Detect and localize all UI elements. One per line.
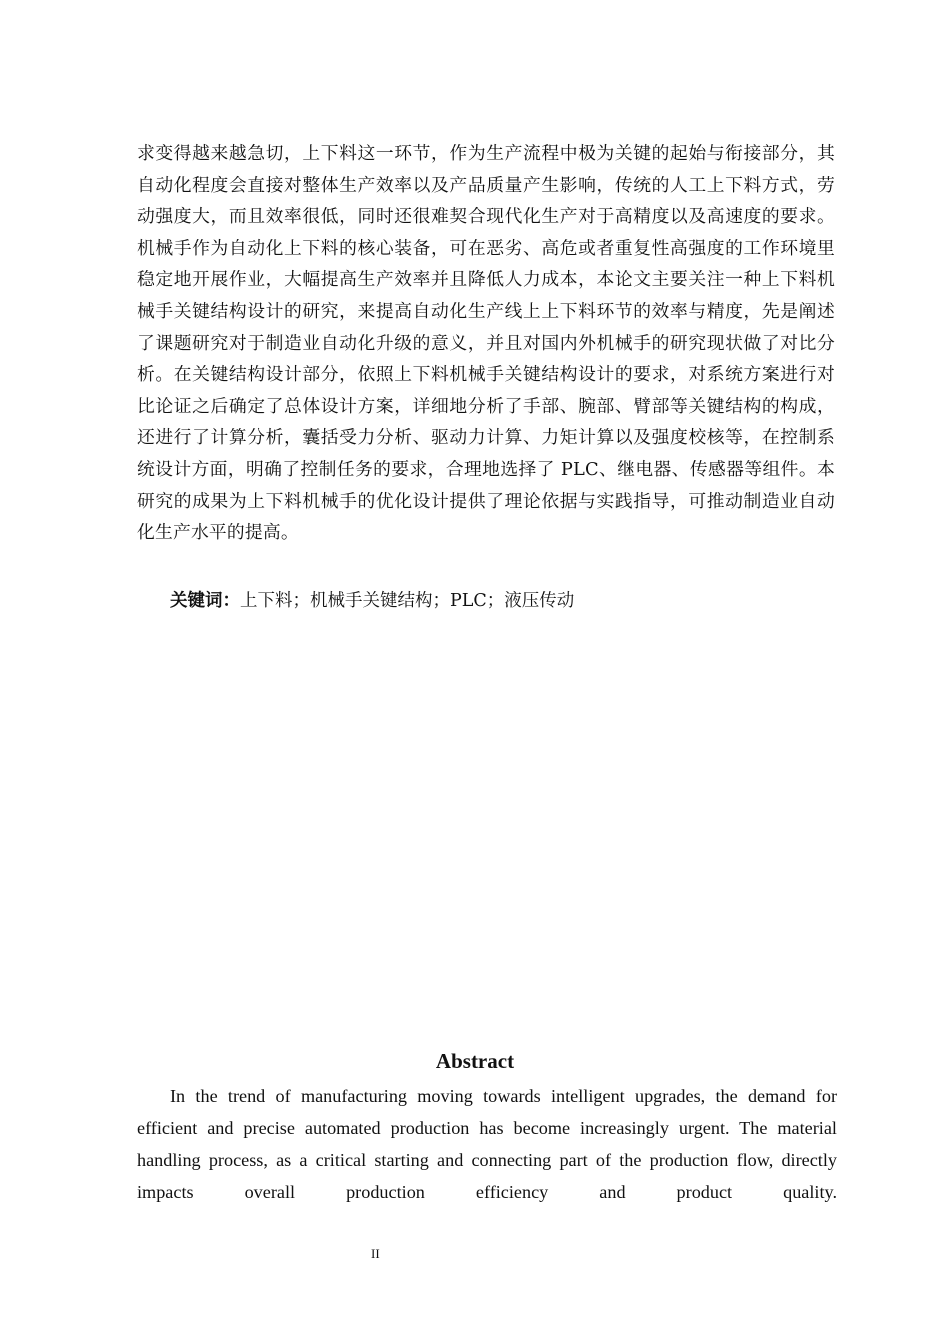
english-abstract-title: Abstract (435, 1049, 515, 1073)
keywords-label: 关键词： (170, 591, 240, 611)
page-number: II (371, 1246, 380, 1261)
keywords-line (170, 588, 830, 614)
english-abstract-body: In the trend of manufacturing moving towards intelligent upgrades, the demand for efficient and precise automated production has become increasingly urgent. The material handling process, as a critical starting and connecting part of the production flow, directly impacts overall production efficiency and product quality. (137, 1086, 837, 1202)
keywords-value: 上下料；机械手关键结构；PLC；液压传动 (240, 591, 575, 611)
chinese-abstract-body: 求变得越来越急切，上下料这一环节，作为生产流程中极为关键的起始与衔接部分，其自动化程度会直接对整体生产效率以及产品质量产生影响，传统的人工上下料方式，劳动强度大，而且效率很低，同时还很难契合现代化生产对于高精度以及高速度的要求。机械手作为自动化上下料的核心装备，可在恶劣、高危或者重复性高强度的工作环境里稳定地开展作业，大幅提高生产效率并且降低人力成本，本论文主要关注一种上下料机械手关键结构设计的研究，来提高自动化生产线上上下料环节的效率与精度，先是阐述了课题研究对于制造业自动化升级的意义，并且对国内外机械手的研究现状做了对比分析。在关键结构设计部分，依照上下料机械手关键结构设计的要求，对系统方案进行对比论证之后确定了总体设计方案，详细地分析了手部、腕部、臂部等关键结构的构成，还进行了计算分析，囊括受力分析、驱动力计算、力矩计算以及强度校核等，在控制系统设计方面，明确了控制任务的要求，合理地选择了 PLC、继电器、传感器等组件。本研究的成果为上下料机械手的优化设计提供了理论依据与实践指导，可推动制造业自动化生产水平的提高。 (137, 143, 835, 544)
